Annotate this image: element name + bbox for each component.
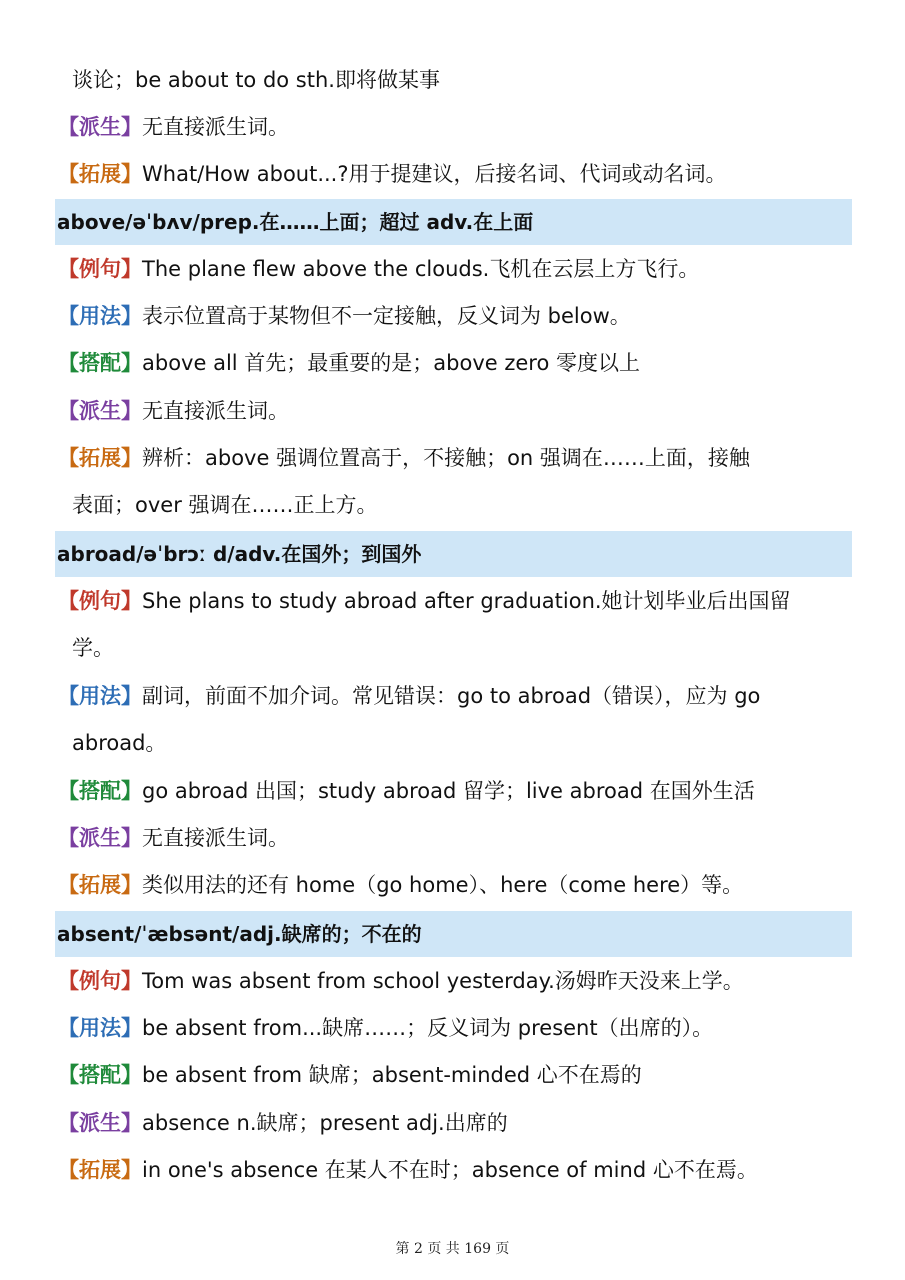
line-text: 辨析：above 强调位置高于，不接触；on 强调在……上面，接触: [142, 446, 750, 470]
derivation-label: 【派生】: [58, 399, 142, 423]
line-text: The plane flew above the clouds.飞机在云层上方飞行。: [142, 257, 700, 281]
collocation-line: [58, 768, 858, 815]
line-text: 类似用法的还有 home（go home）、here（come here）等。: [142, 873, 744, 897]
usage-label: 【用法】: [58, 304, 142, 328]
example-label: 【例句】: [58, 257, 142, 281]
example-label: 【例句】: [58, 589, 142, 613]
continuation-line: [72, 625, 872, 672]
example-line: [58, 578, 858, 625]
extension-line: [58, 151, 858, 198]
continuation-line: [72, 720, 872, 767]
derivation-line: [58, 1100, 858, 1147]
collocation-label: 【搭配】: [58, 351, 142, 375]
derivation-label: 【派生】: [58, 115, 142, 139]
derivation-line: [58, 388, 858, 435]
line-text: be absent from...缺席……；反义词为 present（出席的）。: [142, 1016, 714, 1040]
collocation-label: 【搭配】: [58, 1063, 142, 1087]
extension-label: 【拓展】: [58, 446, 142, 470]
line-text: abroad。: [72, 731, 167, 755]
entry-heading: abroad/əˈbrɔː d/adv.在国外；到国外: [55, 531, 852, 577]
line-text: be absent from 缺席；absent-minded 心不在焉的: [142, 1063, 642, 1087]
extension-line: [58, 862, 858, 909]
usage-label: 【用法】: [58, 684, 142, 708]
line-text: 副词，前面不加介词。常见错误：go to abroad（错误），应为 go: [142, 684, 761, 708]
entry-heading: absent/ˈæbsənt/adj.缺席的；不在的: [55, 911, 852, 957]
continuation-line: [72, 482, 872, 529]
example-label: 【例句】: [58, 969, 142, 993]
usage-label: 【用法】: [58, 1016, 142, 1040]
usage-line: [58, 673, 858, 720]
line-text: 无直接派生词。: [142, 115, 289, 139]
line-text: 无直接派生词。: [142, 826, 289, 850]
continuation-line: [72, 57, 872, 104]
example-line: [58, 958, 858, 1005]
line-text: 谈论；be about to do sth.即将做某事: [72, 68, 440, 92]
collocation-label: 【搭配】: [58, 779, 142, 803]
line-text: above all 首先；最重要的是；above zero 零度以上: [142, 351, 640, 375]
extension-label: 【拓展】: [58, 162, 142, 186]
line-text: absence n.缺席；present adj.出席的: [142, 1111, 508, 1135]
extension-line: [58, 1147, 858, 1194]
derivation-label: 【派生】: [58, 1111, 142, 1135]
derivation-line: [58, 104, 858, 151]
line-text: She plans to study abroad after graduation.她计划毕业后出国留: [142, 589, 791, 613]
usage-line: [58, 293, 858, 340]
line-text: 学。: [72, 636, 114, 660]
line-text: 无直接派生词。: [142, 399, 289, 423]
derivation-line: [58, 815, 858, 862]
usage-line: [58, 1005, 858, 1052]
extension-label: 【拓展】: [58, 1158, 142, 1182]
extension-line: [58, 435, 858, 482]
collocation-line: [58, 340, 858, 387]
entry-heading: above/əˈbʌv/prep.在……上面；超过 adv.在上面: [55, 199, 852, 245]
line-text: in one's absence 在某人不在时；absence of mind 心不在焉。: [142, 1158, 758, 1182]
line-text: 表示位置高于某物但不一定接触，反义词为 below。: [142, 304, 631, 328]
derivation-label: 【派生】: [58, 826, 142, 850]
line-text: 表面；over 强调在……正上方。: [72, 493, 378, 517]
page-footer: 第 2 页 共 169 页: [395, 1241, 510, 1257]
extension-label: 【拓展】: [58, 873, 142, 897]
line-text: go abroad 出国；study abroad 留学；live abroad 在国外生活: [142, 779, 755, 803]
line-text: Tom was absent from school yesterday.汤姆昨天没来上学。: [142, 969, 744, 993]
line-text: What/How about...?用于提建议，后接名词、代词或动名词。: [142, 162, 727, 186]
collocation-line: [58, 1052, 858, 1099]
example-line: [58, 246, 858, 293]
